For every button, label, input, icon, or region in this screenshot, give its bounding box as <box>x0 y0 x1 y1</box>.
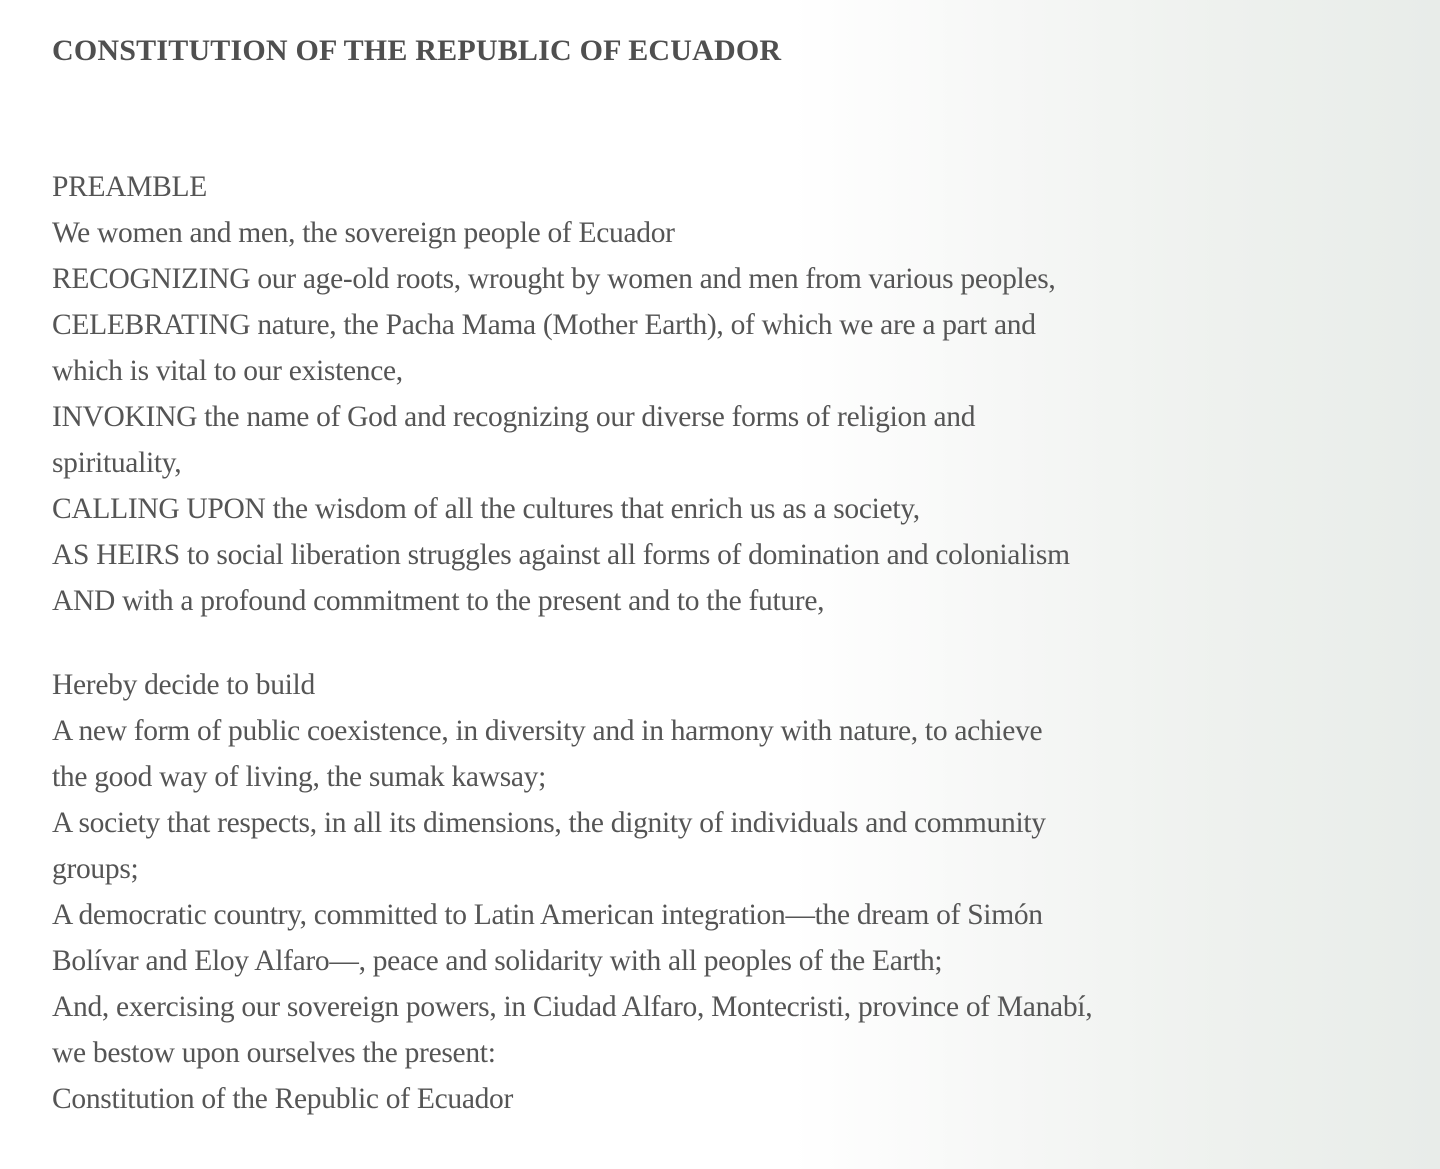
spacer <box>52 74 1352 164</box>
preamble-section <box>52 164 1352 624</box>
resolution-line: Bolívar and Eloy Alfaro—, peace and solidarity with all peoples of the Earth; <box>52 945 943 977</box>
resolution-line: the good way of living, the sumak kawsay; <box>52 761 547 793</box>
resolution-line: Hereby decide to build <box>52 669 315 701</box>
spacer <box>52 624 1352 662</box>
preamble-line: We women and men, the sovereign people of Ecuador <box>52 217 675 249</box>
resolution-line: A democratic country, committed to Latin American integration—the dream of Simón <box>52 899 1043 931</box>
preamble-line: CELEBRATING nature, the Pacha Mama (Mother Earth), of which we are a part and <box>52 309 1036 341</box>
resolution-line: And, exercising our sovereign powers, in Ciudad Alfaro, Montecristi, province of Manabí, <box>52 991 1093 1023</box>
preamble-line: AS HEIRS to social liberation struggles against all forms of domination and colonialism <box>52 539 1070 571</box>
resolution-line: A new form of public coexistence, in diversity and in harmony with nature, to achieve <box>52 715 1043 747</box>
document-title: CONSTITUTION OF THE REPUBLIC OF ECUADOR <box>52 34 782 67</box>
preamble-line: RECOGNIZING our age-old roots, wrought by women and men from various peoples, <box>52 263 1056 295</box>
resolution-line: A society that respects, in all its dimensions, the dignity of individuals and community <box>52 807 1046 839</box>
preamble-line: AND with a profound commitment to the present and to the future, <box>52 585 825 617</box>
resolution-section <box>52 662 1352 1122</box>
closing-line: Constitution of the Republic of Ecuador <box>52 1083 514 1115</box>
preamble-line: spirituality, <box>52 447 182 479</box>
resolution-line: we bestow upon ourselves the present: <box>52 1037 496 1069</box>
resolution-line: groups; <box>52 853 139 885</box>
preamble-line: which is vital to our existence, <box>52 355 403 387</box>
preamble-heading: PREAMBLE <box>52 171 207 203</box>
preamble-line: CALLING UPON the wisdom of all the cultures that enrich us as a society, <box>52 493 920 525</box>
preamble-line: INVOKING the name of God and recognizing our diverse forms of religion and <box>52 401 976 433</box>
